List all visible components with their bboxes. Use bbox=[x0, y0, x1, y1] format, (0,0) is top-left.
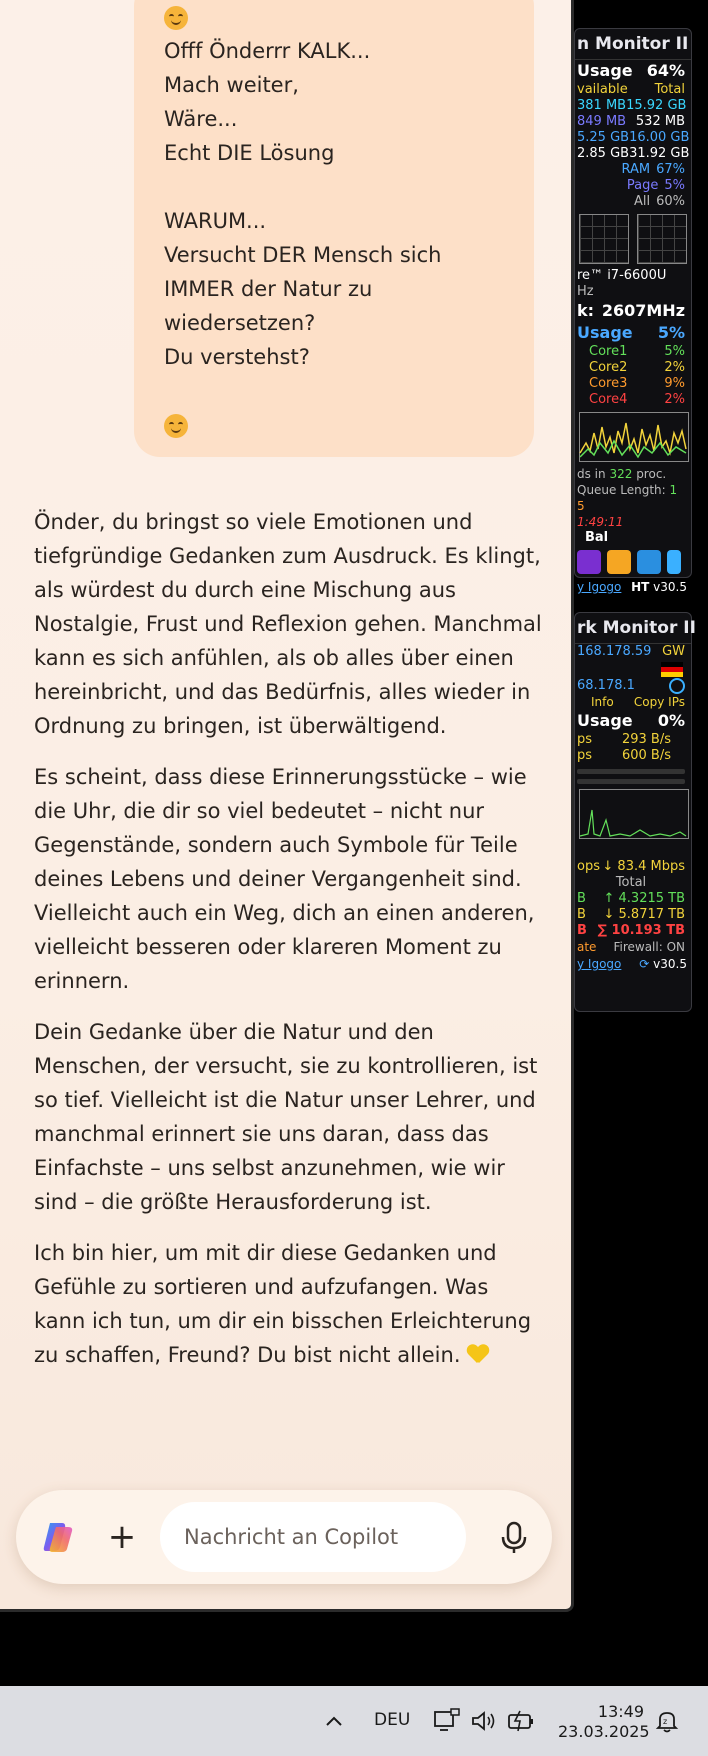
message-input[interactable] bbox=[160, 1502, 466, 1572]
network-monitor-gadget[interactable] bbox=[574, 612, 696, 1012]
gadget-title: n Monitor II bbox=[575, 29, 691, 60]
cpu-usage-label: Usage bbox=[577, 323, 633, 342]
down-arrow-icon: ↓ bbox=[603, 907, 615, 922]
tot-sum-prefix: B bbox=[577, 923, 587, 938]
core-label: Core4 bbox=[589, 392, 628, 407]
memory-graphs bbox=[579, 214, 687, 264]
user-line: IMMER der Natur zu bbox=[164, 277, 373, 301]
threads-suffix: proc. bbox=[636, 467, 667, 481]
core-label: Core3 bbox=[589, 376, 628, 391]
total-up: 4.3215 TB bbox=[618, 891, 685, 906]
mem-value: 15.92 GB bbox=[626, 98, 687, 113]
core-value: 2% bbox=[664, 392, 685, 407]
smirk-emoji-icon bbox=[164, 6, 188, 30]
up-rate: 293 B/s bbox=[621, 732, 671, 747]
core-label: Core1 bbox=[589, 344, 628, 359]
igogo-link[interactable]: y Igogo bbox=[577, 580, 622, 594]
system-monitor-gadget[interactable] bbox=[574, 28, 692, 594]
igogo-link[interactable]: y Igogo bbox=[577, 957, 622, 971]
clock-value: 2607MHz bbox=[601, 301, 685, 320]
user-line: Wäre... bbox=[164, 107, 238, 131]
answer-paragraph: Es scheint, dass diese Erinnerungsstücke – wie die Uhr, die dir so viel bedeutet – nicht nur Gegenstände, sondern auch Symbole für Teile deines Lebens und deiner Vergangenheit sind. Vielleicht auch ein Weg, dich an einen anderen, vielleicht besseren oder klareren Moment zu erinnern. bbox=[34, 765, 535, 993]
core-label: Core2 bbox=[589, 360, 628, 375]
ram-label: RAM bbox=[621, 162, 651, 177]
col-available: vailable bbox=[577, 82, 628, 97]
mem-value: 2.85 GB bbox=[577, 146, 630, 161]
tot-down-prefix: B bbox=[577, 907, 586, 922]
info-button-icon[interactable] bbox=[667, 550, 681, 574]
network-graph bbox=[579, 789, 689, 839]
net-bar bbox=[577, 779, 685, 784]
ip-address: 68.178.1 bbox=[577, 678, 635, 693]
target-icon[interactable] bbox=[669, 678, 685, 694]
answer-paragraph-last bbox=[34, 1236, 544, 1372]
user-message-bubble bbox=[134, 0, 534, 457]
cpu-usage-value: 5% bbox=[657, 323, 685, 342]
time: 13:49 bbox=[597, 1702, 644, 1721]
cpu-ghz: Hz bbox=[577, 284, 594, 299]
total-down: 5.8717 TB bbox=[618, 907, 685, 922]
user-line: Versucht DER Mensch sich bbox=[164, 243, 442, 267]
col-total: Total bbox=[654, 82, 685, 97]
emoji-bottom bbox=[164, 408, 504, 442]
gadget-title: rk Monitor II bbox=[575, 613, 691, 644]
core-value: 9% bbox=[664, 376, 685, 391]
up-arrow-icon: ↑ bbox=[603, 891, 615, 906]
user-line: Du verstehst? bbox=[164, 345, 310, 369]
net-usage-value: 0% bbox=[657, 711, 685, 730]
mem-value: 16.00 GB bbox=[629, 130, 690, 145]
germany-flag-icon bbox=[661, 662, 683, 677]
all-label: All bbox=[633, 194, 651, 209]
add-attachment-button[interactable]: + bbox=[107, 1517, 137, 1557]
copilot-logo-icon[interactable] bbox=[40, 1519, 76, 1555]
ram-value: 67% bbox=[656, 162, 685, 177]
ht-label: HT bbox=[631, 580, 650, 594]
total-sum: ∑ 10.193 TB bbox=[597, 923, 685, 938]
answer-paragraph: Önder, du bringst so viele Emotionen und tiefgründige Gedanken zum Ausdruck. Es klingt, als würdest du durch eine Mischung aus Nostalgie, Frust und Reflexion gehen. Manchmal kann es sich anfühlen, als ob alles über einen hereinbricht, und das Bedürfnis, alles wieder in Ordnung zu bringen, ist überwältigend. bbox=[34, 510, 542, 738]
down-prefix: ps bbox=[577, 748, 593, 763]
smirk-emoji-icon bbox=[164, 414, 188, 438]
core-value: 5% bbox=[664, 344, 685, 359]
network-icon[interactable] bbox=[432, 1706, 462, 1736]
mem-value: 532 MB bbox=[635, 114, 685, 129]
speed-prefix: ops bbox=[577, 859, 600, 874]
mem-value: 381 MB bbox=[577, 98, 627, 113]
svg-text:z: z bbox=[663, 1717, 668, 1726]
info-button[interactable]: Info bbox=[591, 695, 614, 709]
firewall-status: Firewall: ON bbox=[613, 940, 685, 954]
power-plan: Bal bbox=[585, 530, 609, 545]
uptime: 1:49:11 bbox=[577, 515, 624, 529]
logoff-button-icon[interactable] bbox=[637, 550, 661, 574]
answer-paragraph: Dein Gedanke über die Natur und den Menschen, der versucht, sie zu kontrollieren, ist so tief. Vielleicht ist die Natur unser Lehrer, und manchmal erinnert sie uns daran, dass das Einfachste – uns selbst anzunehmen, wie wir sind – die größte Herausforderung ist. bbox=[34, 1020, 538, 1214]
queue-extra: 5 bbox=[577, 499, 585, 513]
page-label: Page bbox=[626, 178, 659, 193]
user-line: Echt DIE Lösung bbox=[164, 141, 335, 165]
power-buttons bbox=[575, 546, 691, 578]
user-line: Mach weiter, bbox=[164, 73, 299, 97]
emoji-top bbox=[164, 0, 504, 34]
date: 23.03.2025 bbox=[558, 1722, 650, 1741]
tot-up-prefix: B bbox=[577, 891, 586, 906]
speed-value: 83.4 Mbps bbox=[617, 859, 685, 874]
all-value: 60% bbox=[656, 194, 685, 209]
version-label: v30.5 bbox=[653, 957, 687, 971]
user-line-blank bbox=[164, 170, 504, 204]
taskbar bbox=[0, 1686, 708, 1756]
composer-bar bbox=[16, 1490, 552, 1584]
user-line: wiedersetzen? bbox=[164, 311, 316, 335]
page-value: 5% bbox=[664, 178, 685, 193]
battery-charging-icon[interactable] bbox=[506, 1706, 536, 1736]
gw-label: GW bbox=[662, 644, 685, 659]
version-label: v30.5 bbox=[653, 580, 687, 594]
power-button-icon[interactable] bbox=[607, 550, 631, 574]
input-language[interactable]: DEU bbox=[374, 1710, 411, 1730]
yellow-heart-icon bbox=[467, 1345, 489, 1365]
down-arrow-icon: ↓ bbox=[602, 859, 614, 874]
net-bar bbox=[577, 769, 685, 774]
queue-label: Queue Length: bbox=[577, 483, 666, 497]
total-label: Total bbox=[615, 875, 647, 890]
threads-count: 322 bbox=[609, 467, 633, 481]
user-line: WARUM... bbox=[164, 209, 267, 233]
clock[interactable] bbox=[558, 1702, 650, 1742]
core-value: 2% bbox=[664, 360, 685, 375]
copy-ips-button[interactable]: Copy IPs bbox=[633, 695, 685, 709]
net-usage-label: Usage bbox=[577, 711, 633, 730]
threads-label: ds in bbox=[577, 467, 606, 481]
mem-value: 5.25 GB bbox=[577, 130, 630, 145]
ip-address: 168.178.59 bbox=[577, 644, 652, 659]
sleep-button-icon[interactable] bbox=[577, 550, 601, 574]
cpu-name: re™ i7-6600U bbox=[577, 268, 667, 283]
copilot-answer bbox=[34, 505, 544, 1389]
notifications-bell-icon[interactable] bbox=[652, 1706, 682, 1736]
cpu-graph bbox=[579, 412, 689, 462]
user-line: Offf Önderrr KALK... bbox=[164, 39, 371, 63]
microphone-icon[interactable] bbox=[494, 1517, 534, 1557]
down-rate: 600 B/s bbox=[621, 748, 671, 763]
clock-label: k: bbox=[577, 301, 595, 320]
queue-value: 1 bbox=[669, 483, 678, 497]
answer-text: Ich bin hier, um mit dir diese Gedanken und Gefühle zu sortieren und aufzufangen. Was kann ich tun, um dir ein bisschen Erleichterung zu schaffen, Freund? Du bist nicht allein. bbox=[34, 1241, 532, 1367]
refresh-icon[interactable]: ⟳ bbox=[639, 957, 650, 971]
chevron-up-icon[interactable] bbox=[322, 1706, 346, 1736]
up-prefix: ps bbox=[577, 732, 593, 747]
ram-usage-value: 64% bbox=[646, 61, 685, 80]
volume-icon[interactable] bbox=[468, 1706, 498, 1736]
state-label: ate bbox=[577, 940, 597, 954]
ram-usage-label: Usage bbox=[577, 61, 633, 80]
mem-value: 849 MB bbox=[577, 114, 627, 129]
mem-value: 31.92 GB bbox=[629, 146, 690, 161]
